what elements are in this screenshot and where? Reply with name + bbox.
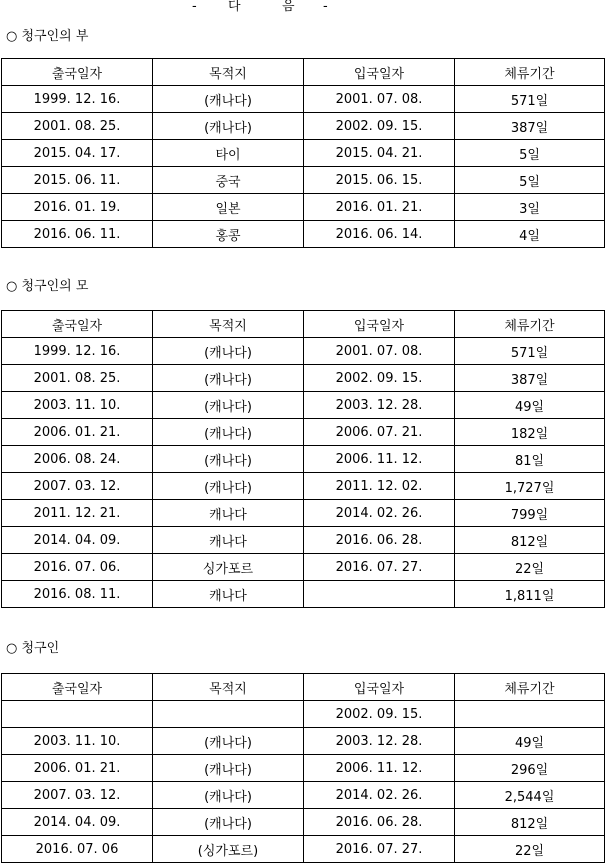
table-header-row <box>2 311 605 338</box>
destination: 중국 <box>153 167 304 194</box>
stay-duration: 812일 <box>455 527 605 554</box>
col-header-departure: 출국일자 <box>2 674 153 701</box>
arrival-date: 2014. 02. 26. <box>304 500 455 527</box>
heading-char-2: 음 <box>282 0 295 14</box>
destination: 캐나다 <box>153 581 304 608</box>
table-row <box>2 554 605 581</box>
arrival-date: 2014. 02. 26. <box>304 782 455 809</box>
section-title-claimant: ○ 청구인 <box>6 641 60 656</box>
table-row <box>2 581 605 608</box>
heading-left-dash: - <box>192 0 197 14</box>
arrival-date: 2002. 09. 15. <box>304 113 455 140</box>
departure-date: 2001. 08. 25. <box>2 365 153 392</box>
arrival-date: 2006. 11. 12. <box>304 446 455 473</box>
col-header-departure: 출국일자 <box>2 59 153 86</box>
col-header-duration: 체류기간 <box>455 674 605 701</box>
arrival-date: 2016. 07. 27. <box>304 554 455 581</box>
table-header-row <box>2 674 605 701</box>
stay-duration: 812일 <box>455 809 605 836</box>
destination: 싱가포르 <box>153 554 304 581</box>
destination: (캐나다) <box>153 113 304 140</box>
departure-date: 2003. 11. 10. <box>2 728 153 755</box>
stay-duration: 571일 <box>455 86 605 113</box>
departure-date: 2006. 01. 21. <box>2 755 153 782</box>
stay-duration: 49일 <box>455 728 605 755</box>
departure-date: 2007. 03. 12. <box>2 473 153 500</box>
destination: (캐나다) <box>153 365 304 392</box>
destination: (캐나다) <box>153 446 304 473</box>
destination: 타이 <box>153 140 304 167</box>
stay-duration: 5일 <box>455 167 605 194</box>
stay-duration: 296일 <box>455 755 605 782</box>
departure-date: 1999. 12. 16. <box>2 338 153 365</box>
arrival-date: 2001. 07. 08. <box>304 86 455 113</box>
table-row <box>2 527 605 554</box>
stay-duration: 387일 <box>455 113 605 140</box>
stay-duration: 1,727일 <box>455 473 605 500</box>
departure-date: 2016. 07. 06 <box>2 836 153 863</box>
stay-duration: 3일 <box>455 194 605 221</box>
arrival-date: 2015. 06. 15. <box>304 167 455 194</box>
arrival-date: 2006. 11. 12. <box>304 755 455 782</box>
stay-duration <box>455 701 605 728</box>
departure-date: 2016. 01. 19. <box>2 194 153 221</box>
destination: 캐나다 <box>153 527 304 554</box>
departure-date <box>2 701 153 728</box>
table-row <box>2 167 605 194</box>
arrival-date: 2016. 06. 28. <box>304 809 455 836</box>
departure-date: 2016. 07. 06. <box>2 554 153 581</box>
table-row <box>2 221 605 248</box>
arrival-date: 2016. 06. 28. <box>304 527 455 554</box>
stay-duration: 49일 <box>455 392 605 419</box>
table-row <box>2 140 605 167</box>
arrival-date: 2006. 07. 21. <box>304 419 455 446</box>
stay-duration: 571일 <box>455 338 605 365</box>
departure-date: 2014. 04. 09. <box>2 809 153 836</box>
stay-duration: 81일 <box>455 446 605 473</box>
arrival-date <box>304 581 455 608</box>
arrival-date: 2016. 06. 14. <box>304 221 455 248</box>
table-row <box>2 86 605 113</box>
section-title-mother: ○ 청구인의 모 <box>6 279 89 294</box>
departure-date: 2006. 08. 24. <box>2 446 153 473</box>
arrival-date: 2011. 12. 02. <box>304 473 455 500</box>
document-heading <box>0 0 605 22</box>
table-row <box>2 836 605 863</box>
col-header-arrival: 입국일자 <box>304 59 455 86</box>
departure-date: 1999. 12. 16. <box>2 86 153 113</box>
table-row <box>2 113 605 140</box>
stay-duration: 2,544일 <box>455 782 605 809</box>
stay-duration: 387일 <box>455 365 605 392</box>
table-row <box>2 338 605 365</box>
arrival-date: 2016. 01. 21. <box>304 194 455 221</box>
stay-duration: 22일 <box>455 554 605 581</box>
col-header-destination: 목적지 <box>153 311 304 338</box>
table-row <box>2 392 605 419</box>
arrival-date: 2003. 12. 28. <box>304 392 455 419</box>
table-row <box>2 473 605 500</box>
heading-char-1: 다 <box>228 0 241 14</box>
table-row <box>2 194 605 221</box>
table-row <box>2 446 605 473</box>
destination: 캐나다 <box>153 500 304 527</box>
destination: (싱가포르) <box>153 836 304 863</box>
stay-duration: 4일 <box>455 221 605 248</box>
table-row <box>2 755 605 782</box>
departure-date: 2016. 06. 11. <box>2 221 153 248</box>
heading-right-dash: - <box>323 0 328 14</box>
destination: (캐나다) <box>153 338 304 365</box>
destination: (캐나다) <box>153 782 304 809</box>
stay-duration: 182일 <box>455 419 605 446</box>
destination: (캐나다) <box>153 728 304 755</box>
destination: (캐나다) <box>153 755 304 782</box>
destination: (캐나다) <box>153 86 304 113</box>
destination: (캐나다) <box>153 473 304 500</box>
departure-date: 2001. 08. 25. <box>2 113 153 140</box>
col-header-duration: 체류기간 <box>455 311 605 338</box>
col-header-arrival: 입국일자 <box>304 311 455 338</box>
departure-date: 2015. 04. 17. <box>2 140 153 167</box>
destination: (캐나다) <box>153 392 304 419</box>
travel-table-father <box>1 58 605 248</box>
departure-date: 2016. 08. 11. <box>2 581 153 608</box>
table-row <box>2 728 605 755</box>
stay-duration: 22일 <box>455 836 605 863</box>
arrival-date: 2002. 09. 15. <box>304 365 455 392</box>
col-header-destination: 목적지 <box>153 59 304 86</box>
destination <box>153 701 304 728</box>
departure-date: 2011. 12. 21. <box>2 500 153 527</box>
section-title-father: ○ 청구인의 부 <box>6 29 89 44</box>
destination: 일본 <box>153 194 304 221</box>
stay-duration: 799일 <box>455 500 605 527</box>
table-row <box>2 782 605 809</box>
table-row <box>2 365 605 392</box>
arrival-date: 2003. 12. 28. <box>304 728 455 755</box>
table-row <box>2 500 605 527</box>
departure-date: 2014. 04. 09. <box>2 527 153 554</box>
col-header-destination: 목적지 <box>153 674 304 701</box>
table-row <box>2 701 605 728</box>
col-header-arrival: 입국일자 <box>304 674 455 701</box>
arrival-date: 2001. 07. 08. <box>304 338 455 365</box>
destination: (캐나다) <box>153 809 304 836</box>
travel-table-claimant <box>1 673 605 863</box>
stay-duration: 5일 <box>455 140 605 167</box>
departure-date: 2003. 11. 10. <box>2 392 153 419</box>
departure-date: 2007. 03. 12. <box>2 782 153 809</box>
table-row <box>2 809 605 836</box>
arrival-date: 2016. 07. 27. <box>304 836 455 863</box>
table-row <box>2 419 605 446</box>
arrival-date: 2015. 04. 21. <box>304 140 455 167</box>
col-header-duration: 체류기간 <box>455 59 605 86</box>
departure-date: 2006. 01. 21. <box>2 419 153 446</box>
table-header-row <box>2 59 605 86</box>
travel-table-mother <box>1 310 605 608</box>
col-header-departure: 출국일자 <box>2 311 153 338</box>
arrival-date: 2002. 09. 15. <box>304 701 455 728</box>
destination: (캐나다) <box>153 419 304 446</box>
stay-duration: 1,811일 <box>455 581 605 608</box>
departure-date: 2015. 06. 11. <box>2 167 153 194</box>
destination: 홍콩 <box>153 221 304 248</box>
